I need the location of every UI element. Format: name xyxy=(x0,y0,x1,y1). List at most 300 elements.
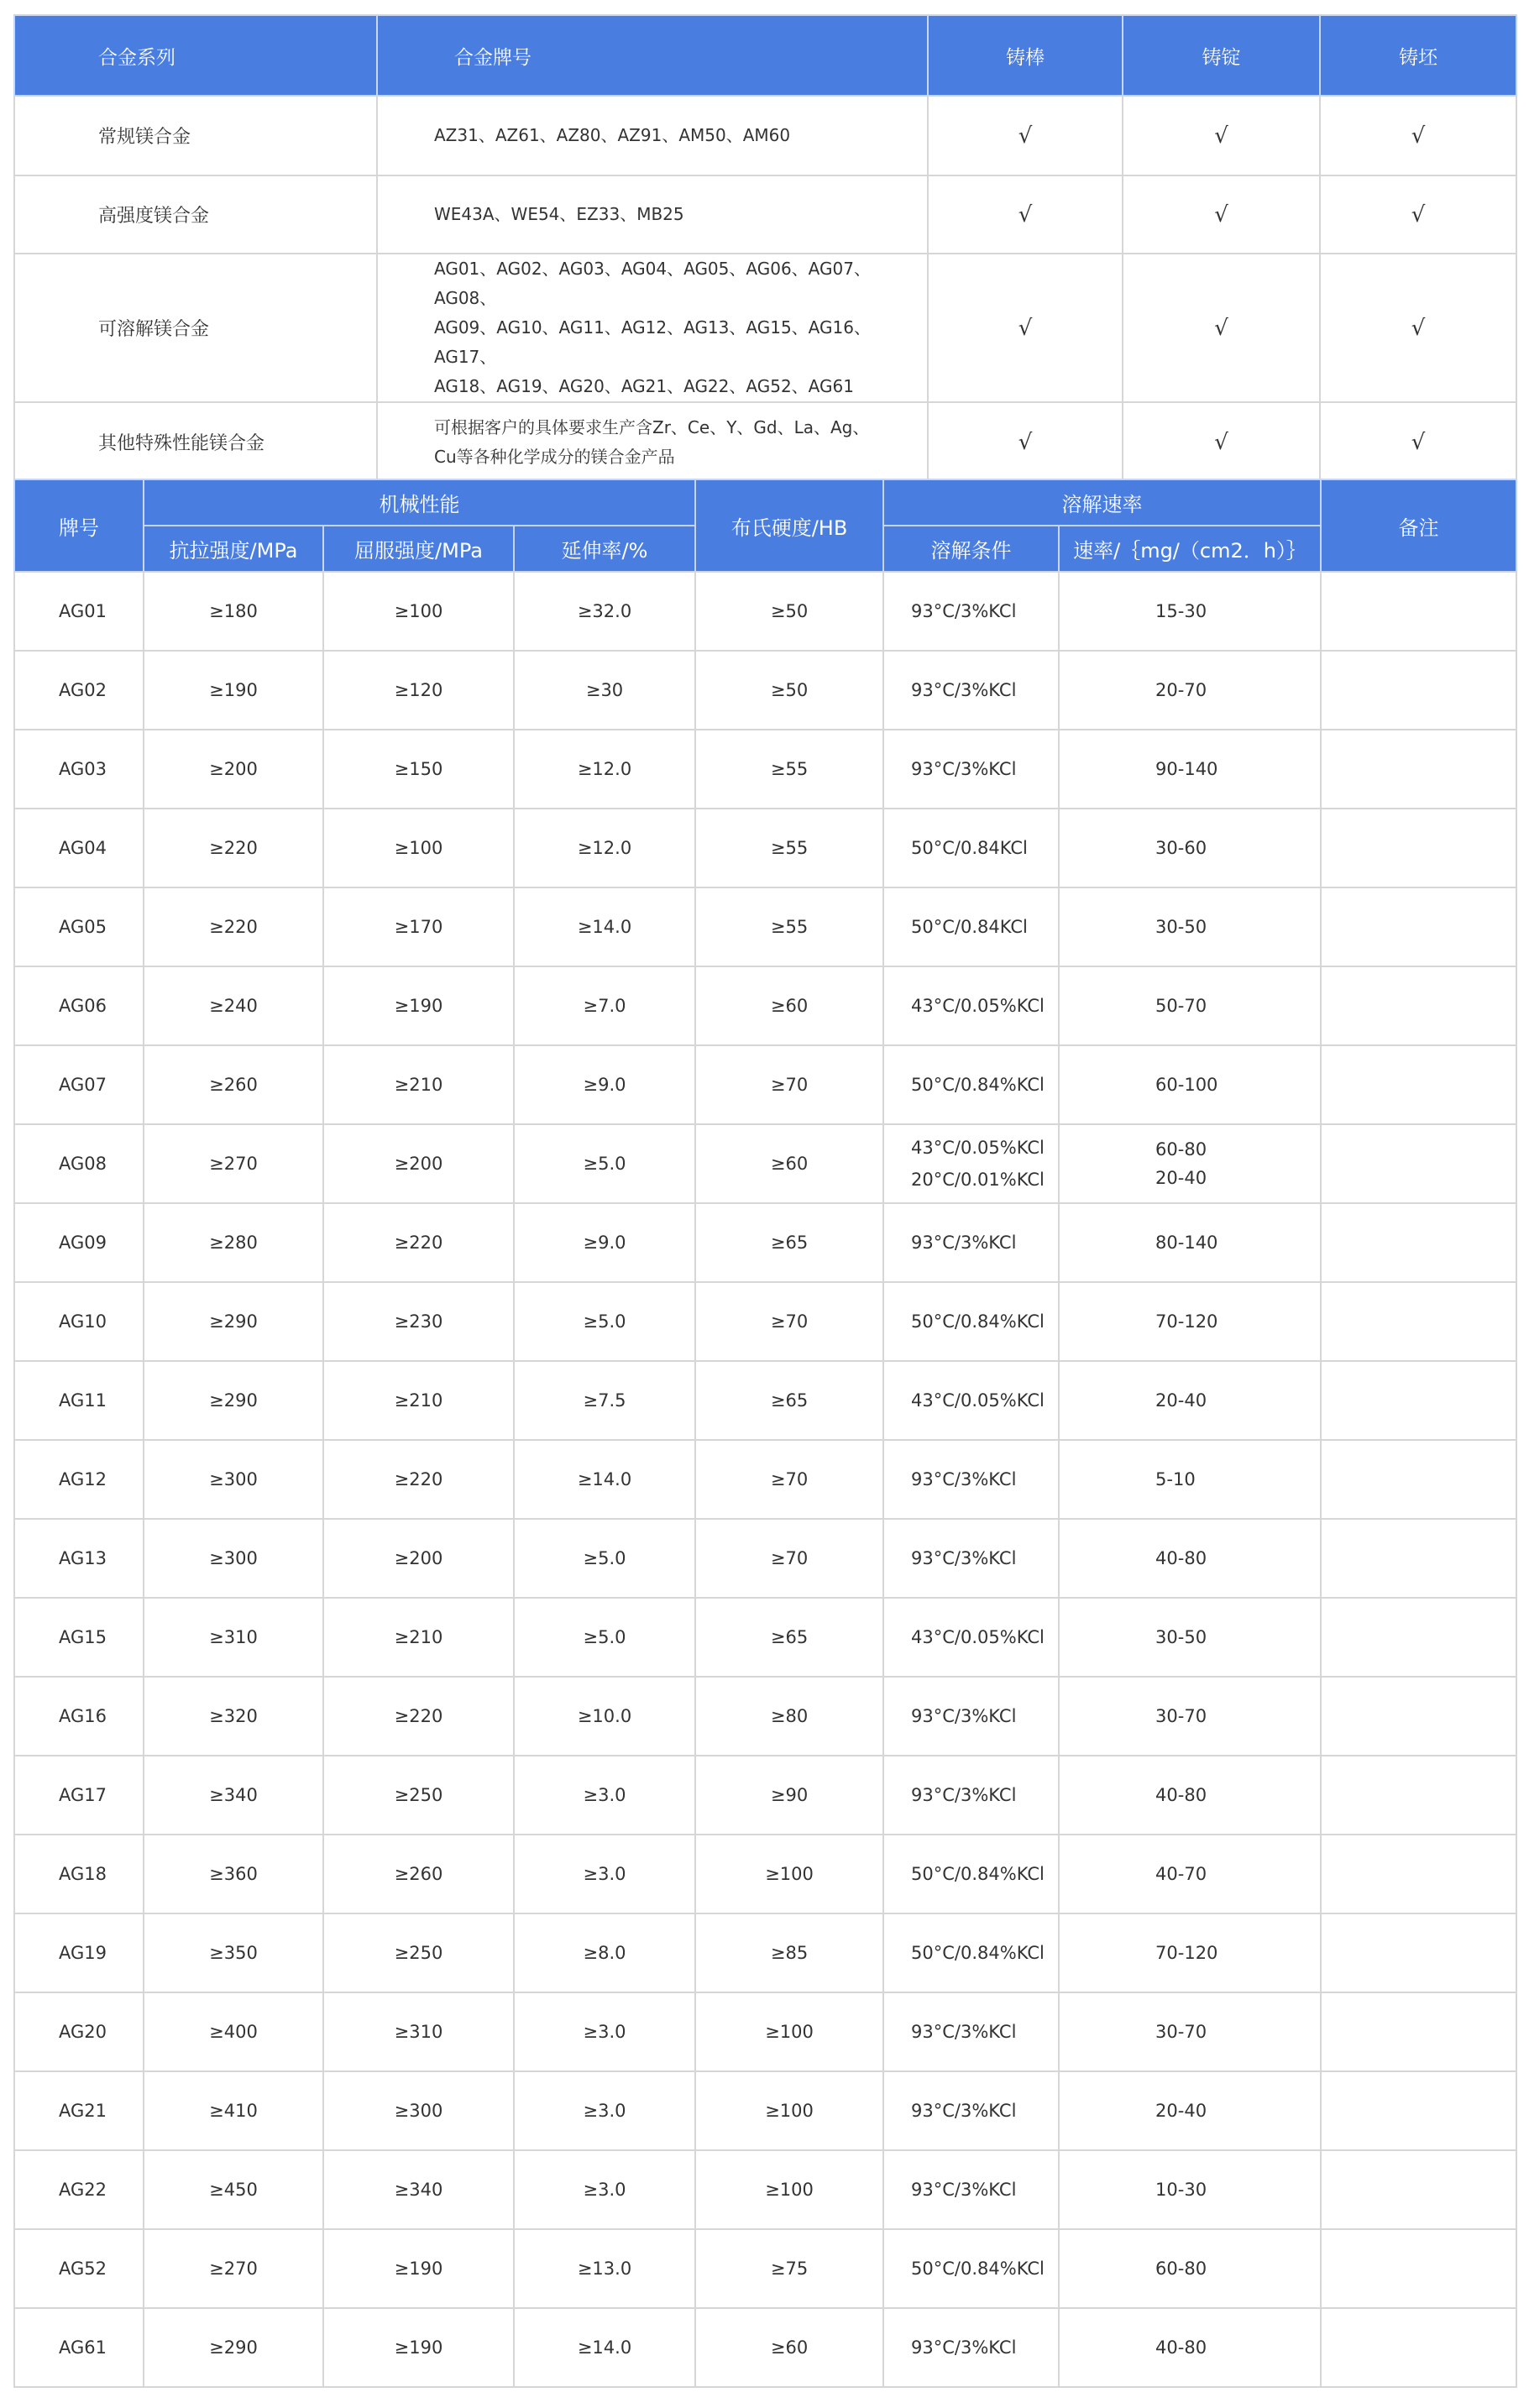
remarks-cell xyxy=(1321,1913,1516,1992)
yield-strength-cell: ≥190 xyxy=(323,2229,514,2308)
dissolution-condition-cell xyxy=(883,572,1059,651)
remarks-cell xyxy=(1321,1203,1516,1282)
dissolution-rate-line: 20-40 xyxy=(1155,1390,1207,1411)
hardness-cell: ≥55 xyxy=(695,809,883,887)
header-mechanical-properties: 机械性能 xyxy=(144,479,695,526)
alloy-series-name: 常规镁合金 xyxy=(14,96,377,175)
grade-cell: AG05 xyxy=(14,887,144,966)
hardness-cell: ≥50 xyxy=(695,651,883,730)
dissolution-condition-line: 93°C/3%KCl xyxy=(911,1785,1017,1805)
cast-bar-check: √ xyxy=(928,254,1123,402)
dissolution-condition-cell xyxy=(883,1913,1059,1992)
grade-cell: AG04 xyxy=(14,809,144,887)
dissolution-condition-cell xyxy=(883,1361,1059,1440)
grade-cell: AG12 xyxy=(14,1440,144,1519)
elongation-cell: ≥14.0 xyxy=(514,2308,695,2387)
header-cast-billet: 铸坯 xyxy=(1320,15,1516,96)
dissolution-condition-cell xyxy=(883,1282,1059,1361)
remarks-cell xyxy=(1321,1598,1516,1677)
elongation-cell: ≥3.0 xyxy=(514,1992,695,2071)
remarks-cell xyxy=(1321,1519,1516,1598)
alloy-grade-line: 可根据客户的具体要求生产含Zr、Ce、Y、Gd、La、Ag、 xyxy=(434,416,870,437)
yield-strength-cell: ≥210 xyxy=(323,1598,514,1677)
tensile-strength-cell: ≥260 xyxy=(144,1045,323,1124)
dissolution-condition-line: 50°C/0.84KCl xyxy=(911,917,1028,937)
elongation-cell: ≥3.0 xyxy=(514,1835,695,1913)
alloy-series-name: 可溶解镁合金 xyxy=(14,254,377,402)
dissolution-condition-line: 93°C/3%KCl xyxy=(911,759,1017,779)
tensile-strength-cell: ≥190 xyxy=(144,651,323,730)
dissolution-rate-cell xyxy=(1059,1756,1321,1835)
grade-cell: AG16 xyxy=(14,1677,144,1756)
remarks-cell xyxy=(1321,809,1516,887)
alloy-property-row xyxy=(14,1361,1516,1440)
dissolution-rate-cell xyxy=(1059,1913,1321,1992)
dissolution-rate-line: 40-80 xyxy=(1155,2337,1207,2358)
hardness-cell: ≥65 xyxy=(695,1203,883,1282)
alloy-property-row xyxy=(14,1203,1516,1282)
grade-cell: AG09 xyxy=(14,1203,144,1282)
elongation-cell: ≥3.0 xyxy=(514,2150,695,2229)
remarks-cell xyxy=(1321,2308,1516,2387)
dissolution-rate-line: 20-40 xyxy=(1155,1168,1207,1188)
dissolution-condition-line: 93°C/3%KCl xyxy=(911,2337,1017,2358)
hardness-cell: ≥55 xyxy=(695,730,883,809)
yield-strength-cell: ≥310 xyxy=(323,1992,514,2071)
alloy-series-table xyxy=(13,14,1517,483)
dissolution-condition-line: 43°C/0.05%KCl xyxy=(911,1138,1045,1158)
dissolution-rate-cell xyxy=(1059,1361,1321,1440)
dissolution-rate-cell xyxy=(1059,1045,1321,1124)
remarks-cell xyxy=(1321,2071,1516,2150)
alloy-series-name: 高强度镁合金 xyxy=(14,175,377,254)
dissolution-rate-cell xyxy=(1059,651,1321,730)
dissolution-condition-cell xyxy=(883,2229,1059,2308)
grade-cell: AG10 xyxy=(14,1282,144,1361)
dissolution-rate-line: 30-50 xyxy=(1155,1627,1207,1647)
grade-cell: AG07 xyxy=(14,1045,144,1124)
yield-strength-cell: ≥200 xyxy=(323,1124,514,1203)
grade-cell: AG08 xyxy=(14,1124,144,1203)
alloy-grade-line: WE43A、WE54、EZ33、MB25 xyxy=(434,204,684,224)
cast-bar-check: √ xyxy=(928,96,1123,175)
cast-ingot-check: √ xyxy=(1123,175,1320,254)
dissolution-rate-line: 40-70 xyxy=(1155,1864,1207,1884)
dissolution-condition-cell xyxy=(883,887,1059,966)
dissolution-rate-cell xyxy=(1059,1835,1321,1913)
hardness-cell: ≥90 xyxy=(695,1756,883,1835)
tensile-strength-cell: ≥450 xyxy=(144,2150,323,2229)
yield-strength-cell: ≥300 xyxy=(323,2071,514,2150)
yield-strength-cell: ≥150 xyxy=(323,730,514,809)
alloy-property-row xyxy=(14,809,1516,887)
dissolution-rate-line: 15-30 xyxy=(1155,601,1207,621)
hardness-cell: ≥65 xyxy=(695,1361,883,1440)
cast-billet-check: √ xyxy=(1320,175,1516,254)
dissolution-condition-line: 93°C/3%KCl xyxy=(911,680,1017,700)
dissolution-condition-cell xyxy=(883,2071,1059,2150)
elongation-cell: ≥7.0 xyxy=(514,966,695,1045)
dissolution-rate-line: 30-60 xyxy=(1155,838,1207,858)
remarks-cell xyxy=(1321,2229,1516,2308)
elongation-cell: ≥5.0 xyxy=(514,1282,695,1361)
yield-strength-cell: ≥220 xyxy=(323,1677,514,1756)
dissolution-rate-line: 20-70 xyxy=(1155,680,1207,700)
header-cast-ingot: 铸锭 xyxy=(1123,15,1320,96)
alloy-series-name: 其他特殊性能镁合金 xyxy=(14,402,377,482)
remarks-cell xyxy=(1321,1992,1516,2071)
header-brinell-hardness: 布氏硬度/HB xyxy=(695,479,883,572)
remarks-cell xyxy=(1321,1756,1516,1835)
alloy-property-row xyxy=(14,966,1516,1045)
dissolution-condition-line: 93°C/3%KCl xyxy=(911,2022,1017,2042)
dissolution-condition-cell xyxy=(883,1124,1059,1203)
alloy-property-row xyxy=(14,1598,1516,1677)
dissolvable-alloy-properties-table xyxy=(13,479,1517,2388)
dissolution-condition-cell xyxy=(883,809,1059,887)
dissolution-rate-cell xyxy=(1059,2071,1321,2150)
grade-cell: AG19 xyxy=(14,1913,144,1992)
remarks-cell xyxy=(1321,1045,1516,1124)
dissolution-rate-cell xyxy=(1059,1124,1321,1203)
yield-strength-cell: ≥220 xyxy=(323,1203,514,1282)
dissolution-condition-line: 93°C/3%KCl xyxy=(911,2101,1017,2121)
dissolution-rate-cell xyxy=(1059,1282,1321,1361)
header-yield-strength: 屈服强度/MPa xyxy=(323,526,514,572)
alloy-property-row xyxy=(14,1519,1516,1598)
dissolution-rate-line: 70-120 xyxy=(1155,1311,1218,1332)
header-cast-bar: 铸棒 xyxy=(928,15,1123,96)
tensile-strength-cell: ≥270 xyxy=(144,2229,323,2308)
grade-cell: AG61 xyxy=(14,2308,144,2387)
elongation-cell: ≥9.0 xyxy=(514,1045,695,1124)
dissolution-rate-line: 90-140 xyxy=(1155,759,1218,779)
dissolution-rate-line: 70-120 xyxy=(1155,1943,1218,1963)
alloy-property-row xyxy=(14,1282,1516,1361)
dissolution-condition-line: 93°C/3%KCl xyxy=(911,1469,1017,1489)
dissolution-condition-cell xyxy=(883,1835,1059,1913)
dissolution-condition-line: 50°C/0.84%KCl xyxy=(911,1864,1045,1884)
dissolution-condition-line: 93°C/3%KCl xyxy=(911,1548,1017,1568)
alloy-property-row xyxy=(14,2308,1516,2387)
dissolution-condition-line: 50°C/0.84%KCl xyxy=(911,1075,1045,1095)
dissolution-rate-line: 40-80 xyxy=(1155,1785,1207,1805)
cast-billet-check: √ xyxy=(1320,402,1516,482)
dissolution-condition-cell xyxy=(883,2308,1059,2387)
hardness-cell: ≥100 xyxy=(695,1992,883,2071)
elongation-cell: ≥10.0 xyxy=(514,1677,695,1756)
tensile-strength-cell: ≥360 xyxy=(144,1835,323,1913)
yield-strength-cell: ≥100 xyxy=(323,572,514,651)
dissolution-rate-line: 60-80 xyxy=(1155,2259,1207,2279)
dissolution-rate-cell xyxy=(1059,572,1321,651)
tensile-strength-cell: ≥290 xyxy=(144,1361,323,1440)
tensile-strength-cell: ≥310 xyxy=(144,1598,323,1677)
dissolution-rate-line: 20-40 xyxy=(1155,2101,1207,2121)
alloy-grade-line: AG01、AG02、AG03、AG04、AG05、AG06、AG07、AG08、 xyxy=(434,259,871,308)
hardness-cell: ≥60 xyxy=(695,2308,883,2387)
elongation-cell: ≥12.0 xyxy=(514,809,695,887)
yield-strength-cell: ≥340 xyxy=(323,2150,514,2229)
dissolution-rate-line: 80-140 xyxy=(1155,1233,1218,1253)
header-dissolution-condition: 溶解条件 xyxy=(883,526,1059,572)
elongation-cell: ≥13.0 xyxy=(514,2229,695,2308)
cast-billet-check: √ xyxy=(1320,254,1516,402)
hardness-cell: ≥85 xyxy=(695,1913,883,1992)
grade-cell: AG03 xyxy=(14,730,144,809)
tensile-strength-cell: ≥280 xyxy=(144,1203,323,1282)
dissolution-condition-line: 93°C/3%KCl xyxy=(911,601,1017,621)
dissolution-condition-cell xyxy=(883,2150,1059,2229)
dissolution-condition-cell xyxy=(883,1677,1059,1756)
dissolution-rate-cell xyxy=(1059,1992,1321,2071)
cast-bar-check: √ xyxy=(928,402,1123,482)
elongation-cell: ≥12.0 xyxy=(514,730,695,809)
dissolution-rate-line: 30-70 xyxy=(1155,1706,1207,1726)
dissolution-condition-line: 93°C/3%KCl xyxy=(911,1706,1017,1726)
tensile-strength-cell: ≥220 xyxy=(144,887,323,966)
cast-billet-check: √ xyxy=(1320,96,1516,175)
dissolution-condition-line: 93°C/3%KCl xyxy=(911,2180,1017,2200)
cast-bar-check: √ xyxy=(928,175,1123,254)
tensile-strength-cell: ≥180 xyxy=(144,572,323,651)
alloy-grades-cell xyxy=(377,175,928,254)
grade-cell: AG06 xyxy=(14,966,144,1045)
grade-cell: AG01 xyxy=(14,572,144,651)
elongation-cell: ≥9.0 xyxy=(514,1203,695,1282)
header-elongation: 延伸率/% xyxy=(514,526,695,572)
dissolution-condition-cell xyxy=(883,1045,1059,1124)
dissolution-rate-line: 30-70 xyxy=(1155,2022,1207,2042)
dissolution-condition-cell xyxy=(883,1440,1059,1519)
alloy-grade-line: AG09、AG10、AG11、AG12、AG13、AG15、AG16、AG17、 xyxy=(434,317,871,367)
yield-strength-cell: ≥190 xyxy=(323,2308,514,2387)
yield-strength-cell: ≥210 xyxy=(323,1361,514,1440)
hardness-cell: ≥60 xyxy=(695,1124,883,1203)
alloy-property-row xyxy=(14,1045,1516,1124)
remarks-cell xyxy=(1321,730,1516,809)
dissolution-condition-cell xyxy=(883,1598,1059,1677)
header-remarks: 备注 xyxy=(1321,479,1516,572)
remarks-cell xyxy=(1321,887,1516,966)
dissolution-condition-line: 50°C/0.84%KCl xyxy=(911,1311,1045,1332)
elongation-cell: ≥7.5 xyxy=(514,1361,695,1440)
dissolution-rate-cell xyxy=(1059,1519,1321,1598)
yield-strength-cell: ≥260 xyxy=(323,1835,514,1913)
tensile-strength-cell: ≥290 xyxy=(144,1282,323,1361)
hardness-cell: ≥100 xyxy=(695,1835,883,1913)
alloy-grades-cell xyxy=(377,402,928,482)
remarks-cell xyxy=(1321,651,1516,730)
elongation-cell: ≥32.0 xyxy=(514,572,695,651)
dissolution-condition-cell xyxy=(883,1756,1059,1835)
cast-ingot-check: √ xyxy=(1123,254,1320,402)
dissolution-rate-cell xyxy=(1059,887,1321,966)
yield-strength-cell: ≥220 xyxy=(323,1440,514,1519)
elongation-cell: ≥8.0 xyxy=(514,1913,695,1992)
dissolution-condition-cell xyxy=(883,730,1059,809)
tensile-strength-cell: ≥300 xyxy=(144,1440,323,1519)
header-grade: 牌号 xyxy=(14,479,144,572)
alloy-property-row xyxy=(14,651,1516,730)
alloy-property-row xyxy=(14,1677,1516,1756)
elongation-cell: ≥3.0 xyxy=(514,2071,695,2150)
elongation-cell: ≥5.0 xyxy=(514,1598,695,1677)
tensile-strength-cell: ≥240 xyxy=(144,966,323,1045)
hardness-cell: ≥60 xyxy=(695,966,883,1045)
dissolution-condition-cell xyxy=(883,966,1059,1045)
header-rate: 速率/｛mg/（cm2．h）｝ xyxy=(1059,526,1321,572)
dissolution-condition-line: 43°C/0.05%KCl xyxy=(911,1627,1045,1647)
tensile-strength-cell: ≥320 xyxy=(144,1677,323,1756)
hardness-cell: ≥55 xyxy=(695,887,883,966)
grade-cell: AG20 xyxy=(14,1992,144,2071)
yield-strength-cell: ≥230 xyxy=(323,1282,514,1361)
alloy-property-row xyxy=(14,2071,1516,2150)
remarks-cell xyxy=(1321,2150,1516,2229)
header-alloy-grade: 合金牌号 xyxy=(377,15,928,96)
alloy-property-row xyxy=(14,1992,1516,2071)
hardness-cell: ≥80 xyxy=(695,1677,883,1756)
dissolution-rate-cell xyxy=(1059,2150,1321,2229)
yield-strength-cell: ≥190 xyxy=(323,966,514,1045)
elongation-cell: ≥30 xyxy=(514,651,695,730)
alloy-series-row xyxy=(14,402,1516,482)
remarks-cell xyxy=(1321,1361,1516,1440)
hardness-cell: ≥70 xyxy=(695,1282,883,1361)
alloy-property-row xyxy=(14,2229,1516,2308)
dissolution-rate-line: 5-10 xyxy=(1155,1469,1196,1489)
elongation-cell: ≥14.0 xyxy=(514,1440,695,1519)
grade-cell: AG18 xyxy=(14,1835,144,1913)
dissolution-condition-line: 43°C/0.05%KCl xyxy=(911,1390,1045,1411)
cast-ingot-check: √ xyxy=(1123,402,1320,482)
dissolution-rate-cell xyxy=(1059,1677,1321,1756)
tensile-strength-cell: ≥200 xyxy=(144,730,323,809)
grade-cell: AG15 xyxy=(14,1598,144,1677)
dissolution-rate-cell xyxy=(1059,730,1321,809)
alloy-property-row xyxy=(14,887,1516,966)
header-tensile-strength: 抗拉强度/MPa xyxy=(144,526,323,572)
grade-cell: AG22 xyxy=(14,2150,144,2229)
dissolution-condition-line: 50°C/0.84%KCl xyxy=(911,1943,1045,1963)
hardness-cell: ≥75 xyxy=(695,2229,883,2308)
tensile-strength-cell: ≥350 xyxy=(144,1913,323,1992)
yield-strength-cell: ≥210 xyxy=(323,1045,514,1124)
alloy-property-row xyxy=(14,1756,1516,1835)
alloy-grade-line: AG18、AG19、AG20、AG21、AG22、AG52、AG61 xyxy=(434,376,854,396)
grade-cell: AG02 xyxy=(14,651,144,730)
alloy-series-row xyxy=(14,96,1516,175)
tensile-strength-cell: ≥300 xyxy=(144,1519,323,1598)
dissolution-rate-cell xyxy=(1059,2229,1321,2308)
alloy-property-row xyxy=(14,1913,1516,1992)
remarks-cell xyxy=(1321,1124,1516,1203)
hardness-cell: ≥70 xyxy=(695,1519,883,1598)
dissolution-rate-cell xyxy=(1059,1598,1321,1677)
grade-cell: AG52 xyxy=(14,2229,144,2308)
dissolution-condition-cell xyxy=(883,651,1059,730)
dissolution-condition-line: 93°C/3%KCl xyxy=(911,1233,1017,1253)
alloy-property-row xyxy=(14,2150,1516,2229)
elongation-cell: ≥5.0 xyxy=(514,1519,695,1598)
dissolution-rate-line: 60-80 xyxy=(1155,1139,1207,1160)
dissolution-rate-cell xyxy=(1059,809,1321,887)
properties-header-row-1 xyxy=(14,479,1516,526)
alloy-property-row xyxy=(14,730,1516,809)
dissolution-condition-line: 50°C/0.84KCl xyxy=(911,838,1028,858)
grade-cell: AG21 xyxy=(14,2071,144,2150)
yield-strength-cell: ≥100 xyxy=(323,809,514,887)
hardness-cell: ≥65 xyxy=(695,1598,883,1677)
alloy-series-row xyxy=(14,254,1516,402)
elongation-cell: ≥14.0 xyxy=(514,887,695,966)
alloy-property-row xyxy=(14,1440,1516,1519)
remarks-cell xyxy=(1321,1440,1516,1519)
alloy-property-row xyxy=(14,1124,1516,1203)
dissolution-condition-cell xyxy=(883,1519,1059,1598)
cast-ingot-check: √ xyxy=(1123,96,1320,175)
dissolution-condition-cell xyxy=(883,1992,1059,2071)
hardness-cell: ≥100 xyxy=(695,2071,883,2150)
dissolution-rate-cell xyxy=(1059,2308,1321,2387)
dissolution-rate-line: 60-100 xyxy=(1155,1075,1218,1095)
alloy-grade-line: AZ31、AZ61、AZ80、AZ91、AM50、AM60 xyxy=(434,125,791,145)
dissolution-rate-cell xyxy=(1059,1203,1321,1282)
yield-strength-cell: ≥250 xyxy=(323,1756,514,1835)
grade-cell: AG17 xyxy=(14,1756,144,1835)
alloy-grade-line: Cu等各种化学成分的镁合金产品 xyxy=(434,446,675,467)
tensile-strength-cell: ≥340 xyxy=(144,1756,323,1835)
alloy-series-row xyxy=(14,175,1516,254)
dissolution-rate-cell xyxy=(1059,1440,1321,1519)
hardness-cell: ≥50 xyxy=(695,572,883,651)
remarks-cell xyxy=(1321,1282,1516,1361)
elongation-cell: ≥5.0 xyxy=(514,1124,695,1203)
alloy-property-row xyxy=(14,572,1516,651)
remarks-cell xyxy=(1321,966,1516,1045)
dissolution-condition-line: 20°C/0.01%KCl xyxy=(911,1170,1045,1190)
tensile-strength-cell: ≥290 xyxy=(144,2308,323,2387)
yield-strength-cell: ≥250 xyxy=(323,1913,514,1992)
yield-strength-cell: ≥170 xyxy=(323,887,514,966)
dissolution-rate-line: 30-50 xyxy=(1155,917,1207,937)
alloy-grades-cell xyxy=(377,254,928,402)
dissolution-rate-line: 40-80 xyxy=(1155,1548,1207,1568)
dissolution-condition-line: 43°C/0.05%KCl xyxy=(911,996,1045,1016)
hardness-cell: ≥70 xyxy=(695,1045,883,1124)
header-alloy-series: 合金系列 xyxy=(14,15,377,96)
tensile-strength-cell: ≥410 xyxy=(144,2071,323,2150)
yield-strength-cell: ≥200 xyxy=(323,1519,514,1598)
hardness-cell: ≥100 xyxy=(695,2150,883,2229)
grade-cell: AG13 xyxy=(14,1519,144,1598)
alloy-series-header-row xyxy=(14,15,1516,96)
remarks-cell xyxy=(1321,572,1516,651)
alloy-property-row xyxy=(14,1835,1516,1913)
dissolution-condition-cell xyxy=(883,1203,1059,1282)
dissolution-rate-cell xyxy=(1059,966,1321,1045)
remarks-cell xyxy=(1321,1677,1516,1756)
yield-strength-cell: ≥120 xyxy=(323,651,514,730)
tensile-strength-cell: ≥270 xyxy=(144,1124,323,1203)
elongation-cell: ≥3.0 xyxy=(514,1756,695,1835)
alloy-grades-cell xyxy=(377,96,928,175)
header-dissolution-rate: 溶解速率 xyxy=(883,479,1321,526)
dissolution-rate-line: 50-70 xyxy=(1155,996,1207,1016)
tensile-strength-cell: ≥400 xyxy=(144,1992,323,2071)
remarks-cell xyxy=(1321,1835,1516,1913)
